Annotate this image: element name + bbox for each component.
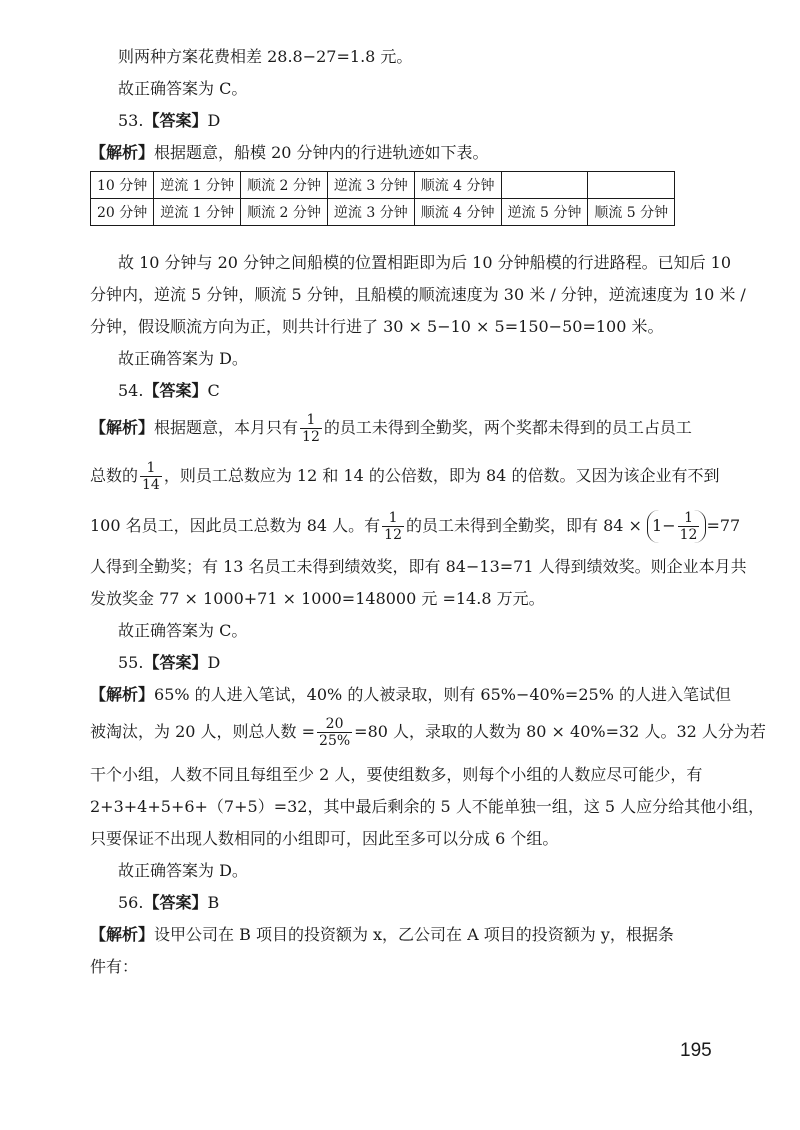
text-line: 分钟，假设顺流方向为正，则共计行进了 30 × 5−10 × 5=150−50=100 米。 bbox=[90, 317, 664, 336]
table-cell: 逆流 3 分钟 bbox=[327, 172, 414, 199]
text-line: 人得到全勤奖；有 13 名员工未得到绩效奖，即有 84−13=71 人得到绩效奖。则企业本月共 bbox=[90, 557, 747, 576]
table-cell: 逆流 1 分钟 bbox=[154, 199, 241, 226]
table-cell: 顺流 2 分钟 bbox=[241, 199, 328, 226]
fraction: $\frac{20}{25\%}$ bbox=[319, 716, 351, 749]
text-line: 故正确答案为 C。 bbox=[118, 79, 248, 98]
table-cell: 10 分钟 bbox=[91, 172, 154, 199]
table-cell: 顺流 4 分钟 bbox=[414, 199, 501, 226]
text-line: 件有： bbox=[90, 957, 139, 976]
text-line: 故正确答案为 D。 bbox=[118, 861, 248, 880]
text-line: 发放奖金 77 × 1000+71 × 1000=148000 元 =14.8 万元。 bbox=[90, 589, 545, 608]
table-cell: 逆流 5 分钟 bbox=[501, 199, 588, 226]
text-line: 只要保证不出现人数相同的小组即可，因此至多可以分成 6 个组。 bbox=[90, 829, 559, 848]
text-line: 干个小组，人数不同且每组至少 2 人，要使组数多，则每个小组的人数应尽可能少，有 bbox=[90, 765, 703, 784]
text-line: 被淘汰，为 20 人，则总人数 = $\frac{20}{25\%}$ =80 人，录取的人数为 80 × 40%=32 人。32 人分为若 bbox=[90, 716, 766, 749]
table-cell: 20 分钟 bbox=[91, 199, 154, 226]
answer-54: 54.【答案】C bbox=[118, 381, 220, 400]
explanation-55: 【解析】65% 的人进入笔试，40% 的人被录取，则有 65%−40%=25% 的人进入笔试但 bbox=[90, 685, 731, 704]
fraction: $\frac{1}{12}$ bbox=[302, 412, 320, 445]
table-row bbox=[91, 199, 675, 226]
parenthesized-expression: 1− $\frac{1}{12}$ bbox=[647, 510, 706, 543]
fraction: $\frac{1}{12}$ bbox=[679, 510, 698, 543]
table-cell: 顺流 2 分钟 bbox=[241, 172, 328, 199]
text-line: 2+3+4+5+6+（7+5）=32，其中最后剩余的 5 人不能单独一组，这 5 人应分给其他小组， bbox=[90, 797, 765, 816]
table-cell: 顺流 4 分钟 bbox=[414, 172, 501, 199]
answer-55: 55.【答案】D bbox=[118, 653, 221, 672]
text-line: 总数的 $\frac{1}{14}$ ，则员工总数应为 12 和 14 的公倍数，即为 84 的倍数。又因为该企业有不到 bbox=[90, 460, 720, 493]
fraction: $\frac{1}{12}$ bbox=[384, 510, 402, 543]
fraction: $\frac{1}{14}$ bbox=[142, 460, 160, 493]
explanation-53: 【解析】根据题意，船模 20 分钟内的行进轨迹如下表。 bbox=[90, 143, 489, 162]
table-cell bbox=[501, 172, 588, 199]
explanation-54: 【解析】根据题意，本月只有 $\frac{1}{12}$ 的员工未得到全勤奖，两个奖都未得到的员工占员工 bbox=[90, 412, 692, 445]
answer-53: 53.【答案】D bbox=[118, 111, 221, 130]
text-line: 故正确答案为 D。 bbox=[118, 349, 248, 368]
table-cell: 顺流 5 分钟 bbox=[588, 199, 675, 226]
answer-56: 56.【答案】B bbox=[118, 893, 220, 912]
text-line: 则两种方案花费相差 28.8−27=1.8 元。 bbox=[118, 47, 413, 66]
text-line: 100 名员工，因此员工总数为 84 人。有 $\frac{1}{12}$ 的员工未得到全勤奖，即有 84 × 1− $\frac{1}{12}$ =77 bbox=[90, 510, 741, 543]
text-line: 故正确答案为 C。 bbox=[118, 621, 248, 640]
table-cell: 逆流 1 分钟 bbox=[154, 172, 241, 199]
text-line: 故 10 分钟与 20 分钟之间船模的位置相距即为后 10 分钟船模的行进路程。已知后 10 bbox=[118, 253, 732, 272]
text-line: 分钟内，逆流 5 分钟，顺流 5 分钟，且船模的顺流速度为 30 米 / 分钟，逆流速度为 10 米 / bbox=[90, 285, 746, 304]
page-number: 195 bbox=[680, 1040, 712, 1061]
explanation-56: 【解析】设甲公司在 B 项目的投资额为 x，乙公司在 A 项目的投资额为 y，根据条 bbox=[90, 925, 674, 944]
trajectory-table bbox=[90, 171, 675, 226]
table-cell: 逆流 3 分钟 bbox=[327, 199, 414, 226]
table-row bbox=[91, 172, 675, 199]
table-cell bbox=[588, 172, 675, 199]
